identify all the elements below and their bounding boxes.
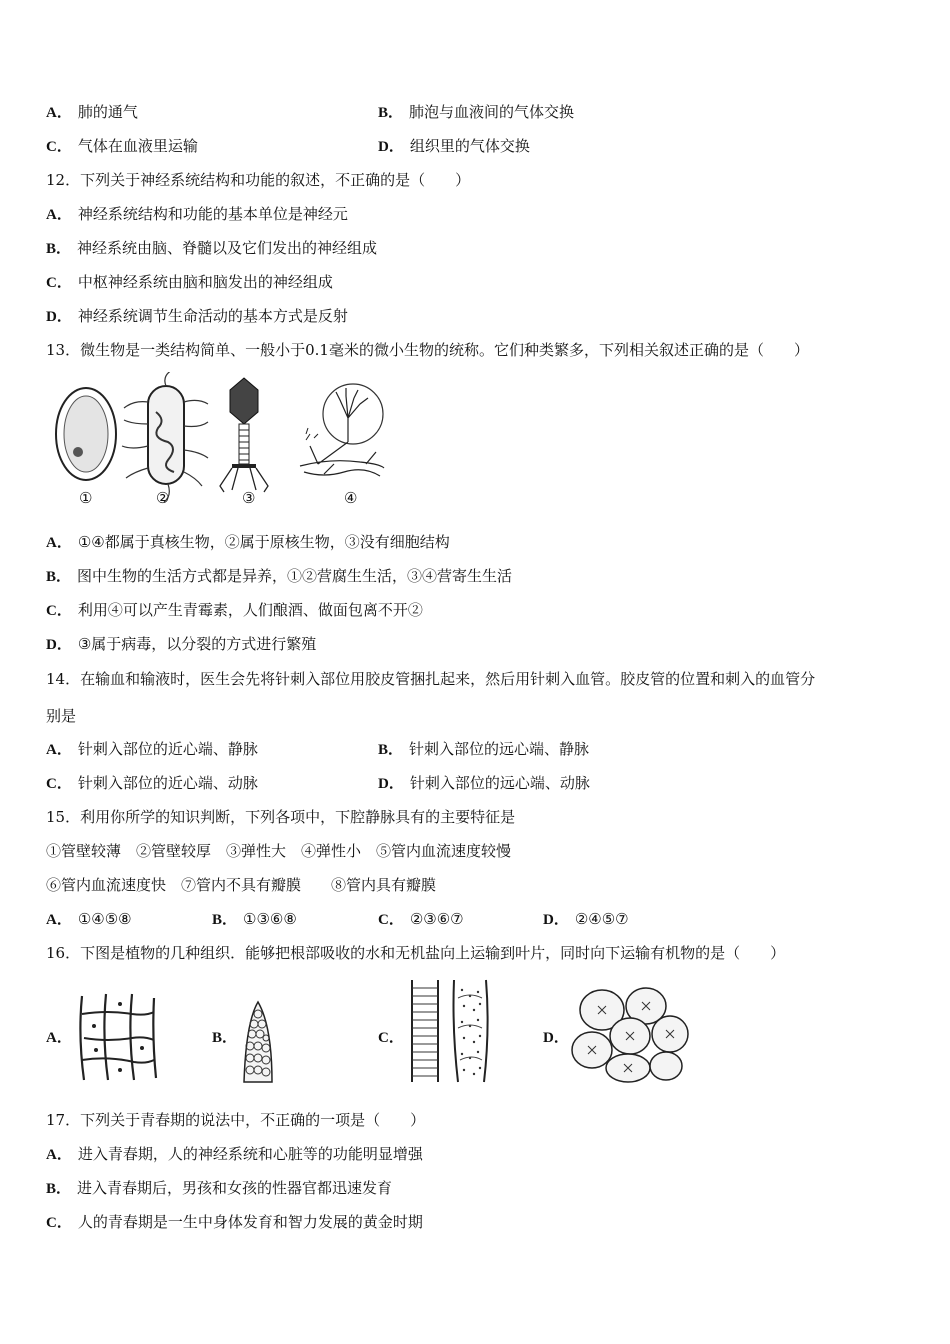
q15-stem: 15．利用你所学的知识判断，下列各项中，下腔静脉具有的主要特征是 [46,808,516,826]
q14-stem-line1: 14．在输血和输液时，医生会先将针刺入部位用胶皮管捆扎起来，然后用针刺入血管。胶皮管的位置和刺入的血管分 [46,670,816,688]
figure-label-3: ③ [242,489,256,507]
tissue-d-illustration [570,984,690,1084]
q15-features-line2: ⑥管内血流速度快 ⑦管内不具有瓣膜 ⑧管内具有瓣膜 [46,876,437,894]
option-label: B． [378,742,404,758]
option-label: D． [378,139,404,155]
option-text: 针刺入部位的远心端、静脉 [409,740,590,758]
q16-stem: 16．下图是植物的几种组织．能够把根部吸收的水和无机盐向上运输到叶片，同时向下运输有机物的是（ ） [46,944,786,962]
option-label: A． [46,535,72,551]
option-label: C． [46,275,72,291]
option-text: 神经系统调节生命活动的基本方式是反射 [77,307,348,325]
q15-option-a [46,909,132,930]
q14-stem-line2: 别是 [46,707,77,725]
q12-option-b [46,238,377,259]
option-text: 神经系统结构和功能的基本单位是神经元 [77,205,348,223]
option-label: A． [46,1147,72,1163]
penicillium-illustration [300,384,384,476]
figure-label-4: ④ [344,489,358,507]
q16-option-a-label: A． [46,1030,72,1046]
option-text: ①④⑤⑧ [77,910,132,928]
option-text: 中枢神经系统由脑和脑发出的神经组成 [77,273,333,291]
q13-stem: 13．微生物是一类结构简单、一般小于0.1毫米的微小生物的统称。它们种类繁多，下列相关叙述正确的是（ ） [46,341,809,359]
option-label: D． [46,637,72,653]
option-label: A． [46,912,72,928]
figure-label-1: ① [79,489,93,507]
option-text: 肺泡与血液间的气体交换 [409,103,575,121]
option-label: C． [46,776,72,792]
q13-option-b [46,566,512,587]
tissue-c-illustration [404,978,492,1084]
option-text: ②③⑥⑦ [409,910,464,928]
option-label: C． [378,912,404,928]
option-label: C． [46,603,72,619]
option-label: C． [46,1215,72,1231]
q16-option-c-label: C． [378,1030,404,1046]
q15-option-c [378,909,464,930]
q17-option-b [46,1178,392,1199]
option-label: A． [46,207,72,223]
tissue-a-illustration [76,992,160,1082]
q11-option-b [378,102,574,123]
option-text: ③属于病毒，以分裂的方式进行繁殖 [77,635,317,653]
option-label: D． [46,309,72,325]
option-text: 进入青春期，人的神经系统和心脏等的功能明显增强 [77,1145,423,1163]
option-text: 利用④可以产生青霉素，人们酿酒、做面包离不开② [77,601,423,619]
q16-option-d-label: D． [543,1030,569,1046]
q14-option-d [378,773,590,794]
q12-option-a [46,204,348,225]
q12-stem: 12．下列关于神经系统结构和功能的叙述，不正确的是（ ） [46,171,471,189]
bacterium-illustration [122,372,208,502]
option-text: 组织里的气体交换 [409,137,530,155]
option-text: ①④都属于真核生物，②属于原核生物，③没有细胞结构 [77,533,450,551]
option-label: C． [46,139,72,155]
option-text: 针刺入部位的近心端、动脉 [77,774,258,792]
q14-option-a [46,739,258,760]
option-text: 气体在血液里运输 [77,137,198,155]
figure-label-2: ② [156,489,170,507]
option-label: A． [46,105,72,121]
option-text: 肺的通气 [77,103,138,121]
q12-option-d [46,306,348,327]
option-text: 人的青春期是一生中身体发育和智力发展的黄金时期 [77,1213,423,1231]
q14-option-c [46,773,258,794]
q17-stem: 17．下列关于青春期的说法中，不正确的一项是（ ） [46,1111,426,1129]
q15-features-line1: ①管壁较薄 ②管壁较厚 ③弹性大 ④弹性小 ⑤管内血流速度较慢 [46,842,512,860]
option-text: 针刺入部位的远心端、动脉 [409,774,590,792]
option-label: B． [46,241,72,257]
option-label: B． [46,569,72,585]
option-label: D． [378,776,404,792]
yeast-cell-illustration [56,388,116,480]
option-text: 神经系统由脑、脊髓以及它们发出的神经组成 [77,239,378,257]
tissue-b-illustration [238,1000,280,1086]
option-label: A． [46,742,72,758]
q17-option-c [46,1212,423,1233]
virus-illustration [220,378,268,492]
q11-option-d [378,136,530,157]
option-label: B． [212,912,238,928]
q16-option-b-label: B． [212,1030,238,1046]
option-text: ①③⑥⑧ [243,910,297,928]
q15-option-b [212,909,297,930]
q11-option-a [46,102,138,123]
q13-option-d [46,634,316,655]
microbe-figure [48,372,388,512]
q14-option-b [378,739,589,760]
q17-option-a [46,1144,423,1165]
q11-option-c [46,136,198,157]
q12-option-c [46,272,333,293]
q13-option-a [46,532,450,553]
option-label: B． [378,105,404,121]
q15-option-d [543,909,629,930]
option-label: D． [543,912,569,928]
option-text: 针刺入部位的近心端、静脉 [77,740,258,758]
q13-option-c [46,600,423,621]
option-text: 图中生物的生活方式都是异养，①②营腐生生活，③④营寄生生活 [77,567,513,585]
option-text: ②④⑤⑦ [574,910,629,928]
option-text: 进入青春期后，男孩和女孩的性器官都迅速发育 [77,1179,393,1197]
option-label: B． [46,1181,72,1197]
